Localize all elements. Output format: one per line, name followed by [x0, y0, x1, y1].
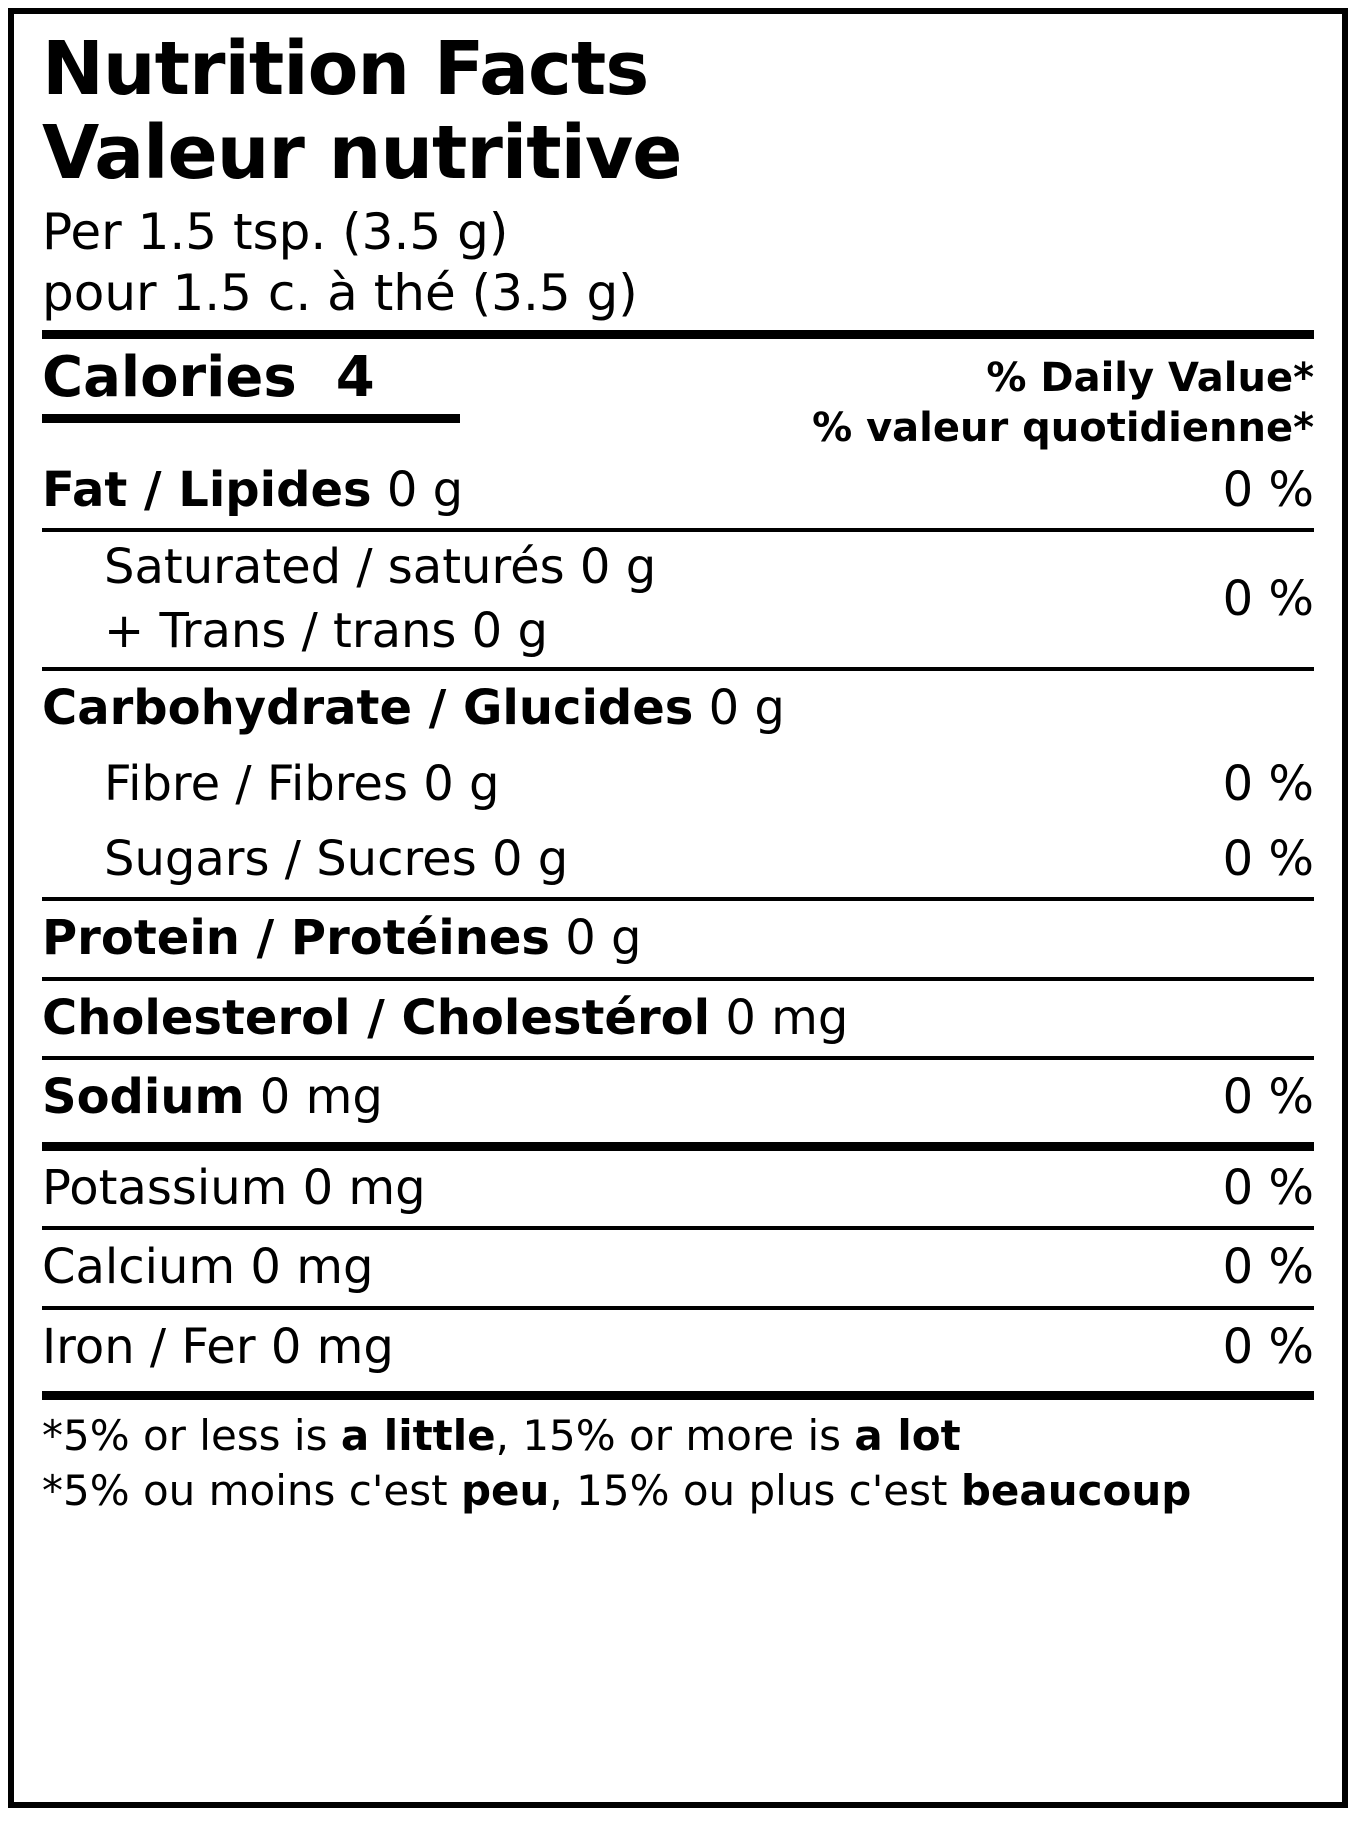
- row-fibre-amount: 0 g: [407, 755, 500, 812]
- row-cholesterol-name: Cholesterol / Cholestérol: [42, 989, 711, 1046]
- row-sodium-dv: 0 %: [1222, 1069, 1314, 1126]
- row-iron-dv: 0 %: [1222, 1318, 1314, 1375]
- row-fibre-dv: 0 %: [1222, 755, 1314, 812]
- row-sugars-name: Sugars / Sucres: [104, 830, 477, 887]
- row-sugars: [42, 822, 1314, 897]
- daily-value-heading: [812, 345, 1314, 453]
- row-trans: [104, 600, 656, 663]
- row-calcium: [42, 1230, 1314, 1305]
- footnote-fr-beaucoup: beaucoup: [960, 1466, 1192, 1516]
- calories-value: 4: [335, 344, 375, 410]
- row-saturated-trans: [42, 532, 1314, 667]
- calories-label: Calories: [42, 344, 297, 410]
- footnote-fr-part2: , 15% ou plus c'est: [549, 1466, 961, 1516]
- row-carbohydrate-name: Carbohydrate / Glucides: [42, 680, 694, 737]
- row-saturated-name: Saturated / saturés: [104, 539, 565, 596]
- row-saturated: [104, 536, 656, 599]
- row-fat: [42, 453, 1314, 528]
- row-sodium: [42, 1060, 1314, 1135]
- row-protein-name: Protein / Protéines: [42, 910, 550, 967]
- daily-value-english: % Daily Value*: [986, 354, 1314, 401]
- row-trans-name: + Trans / trans: [104, 602, 457, 659]
- footnote-en-lot: a lot: [854, 1411, 961, 1460]
- label-title-english: Nutrition Facts: [42, 26, 649, 112]
- calories-underline: [42, 414, 460, 423]
- row-fat-name: Fat / Lipides: [42, 461, 372, 518]
- footnote-en-little: a little: [340, 1411, 496, 1460]
- row-calcium-name: Calcium 0 mg: [42, 1239, 374, 1296]
- footnote-fr-part1: *5% ou moins c'est: [42, 1466, 461, 1516]
- nutrition-facts-label: [8, 8, 1348, 1808]
- row-fibre-name: Fibre / Fibres: [104, 755, 408, 812]
- footnote-fr-peu: peu: [460, 1466, 550, 1516]
- row-saturated-amount: 0 g: [564, 539, 657, 596]
- footnote-en-part1: *5% or less is: [42, 1411, 341, 1460]
- row-sodium-name: Sodium: [42, 1069, 245, 1126]
- divider-thick-top: [42, 330, 1314, 339]
- row-carbohydrate: [42, 671, 1314, 746]
- row-sodium-amount: 0 mg: [244, 1069, 383, 1126]
- row-potassium: [42, 1151, 1314, 1226]
- row-iron: [42, 1310, 1314, 1385]
- row-fat-amount: 0 g: [371, 461, 464, 518]
- serving-size-french: pour 1.5 c. à thé (3.5 g): [42, 263, 638, 322]
- calories-text: [42, 345, 460, 410]
- row-protein: [42, 901, 1314, 976]
- row-trans-amount: 0 g: [456, 602, 548, 659]
- row-fibre: [42, 747, 1314, 822]
- label-title-french: Valeur nutritive: [42, 110, 682, 196]
- row-saturated-dv: 0 %: [1222, 571, 1314, 628]
- row-calcium-dv: 0 %: [1222, 1239, 1314, 1296]
- row-potassium-dv: 0 %: [1222, 1159, 1314, 1216]
- serving-size-english: Per 1.5 tsp. (3.5 g): [42, 202, 509, 261]
- row-sugars-amount: 0 g: [476, 830, 569, 887]
- row-sugars-dv: 0 %: [1222, 830, 1314, 887]
- row-carbohydrate-amount: 0 g: [693, 680, 785, 737]
- row-potassium-name: Potassium 0 mg: [42, 1159, 426, 1216]
- footnote-english: [42, 1400, 1314, 1463]
- row-iron-name: Iron / Fer 0 mg: [42, 1318, 394, 1375]
- footnote-french: [42, 1463, 1314, 1518]
- footnote-en-part2: , 15% or more is: [495, 1411, 855, 1460]
- row-cholesterol: [42, 981, 1314, 1056]
- divider-thick-middle: [42, 1142, 1314, 1151]
- row-fat-dv: 0 %: [1222, 461, 1314, 518]
- calories-row: [42, 339, 1314, 453]
- row-cholesterol-amount: 0 mg: [710, 989, 849, 1046]
- divider-thick-bottom: [42, 1391, 1314, 1400]
- row-protein-amount: 0 g: [549, 910, 642, 967]
- daily-value-french: % valeur quotidienne*: [812, 404, 1314, 451]
